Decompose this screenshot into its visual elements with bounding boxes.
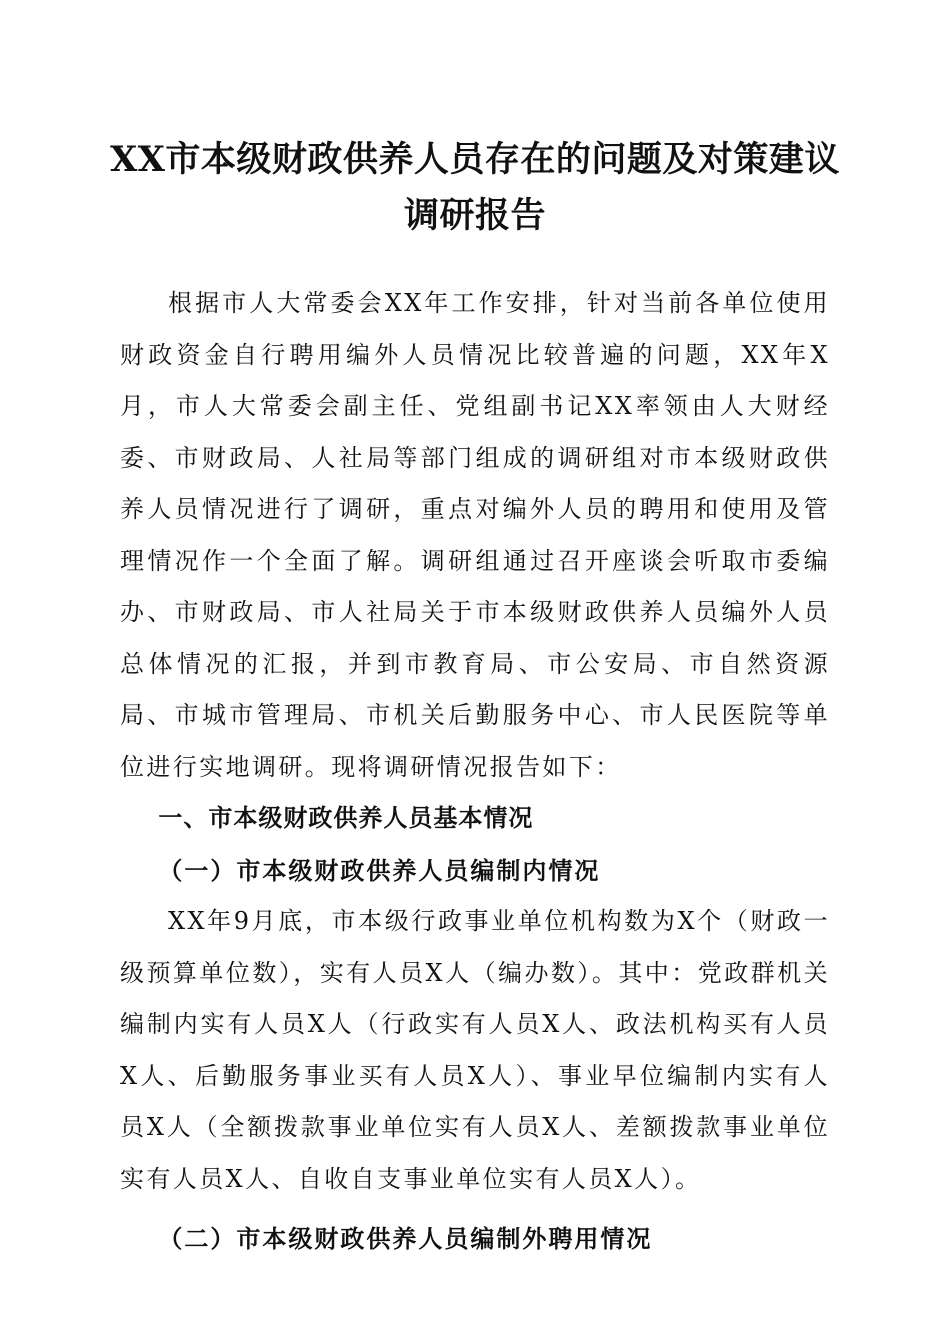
subsection-heading-1: （一）市本级财政供养人员编制内情况 [158,855,601,885]
document-body [120,278,830,1265]
subsection-1-paragraph: XX年9月底，市本级行政事业单位机构数为X个（财政一级预算单位数），实有人员X人（编办数）。其中：党政群机关编制内实有人员X人（行政实有人员X人、政法机构买有人员X人、后勤服务事业买有人员X人）、事业早位编制内实有人员X人（全额拨款事业单位实有人员X人、差额拨款事业单位实有人员X人、自收自支事业单位实有人员X人）。 [120,907,830,1193]
document-title: XX市本级财政供养人员存在的问题及对策建议调研报告 [110,139,840,236]
subsection-heading-2: （二）市本级财政供养人员编制外聘用情况 [158,1224,653,1253]
intro-paragraph: 根据市人大常委会XX年工作安排，针对当前各单位使用财政资金自行聘用编外人员情况比较普遍的问题，XX年X月，市人大常委会副主任、党组副书记XX率领由人大财经委、市财政局、人社局等部门组成的调研组对市本级财政供养人员情况进行了调研，重点对编外人员的聘用和使用及管理情况作一个全面了解。调研组通过召开座谈会听取市委编办、市财政局、市人社局关于市本级财政供养人员编外人员总体情况的汇报，并到市教育局、市公安局、市自然资源局、市城市管理局、市机关后勤服务中心、市人民医院等单位进行实地调研。现将调研情况报告如下： [120,289,830,781]
section-heading-1: 一、市本级财政供养人员基本情况 [158,804,534,832]
